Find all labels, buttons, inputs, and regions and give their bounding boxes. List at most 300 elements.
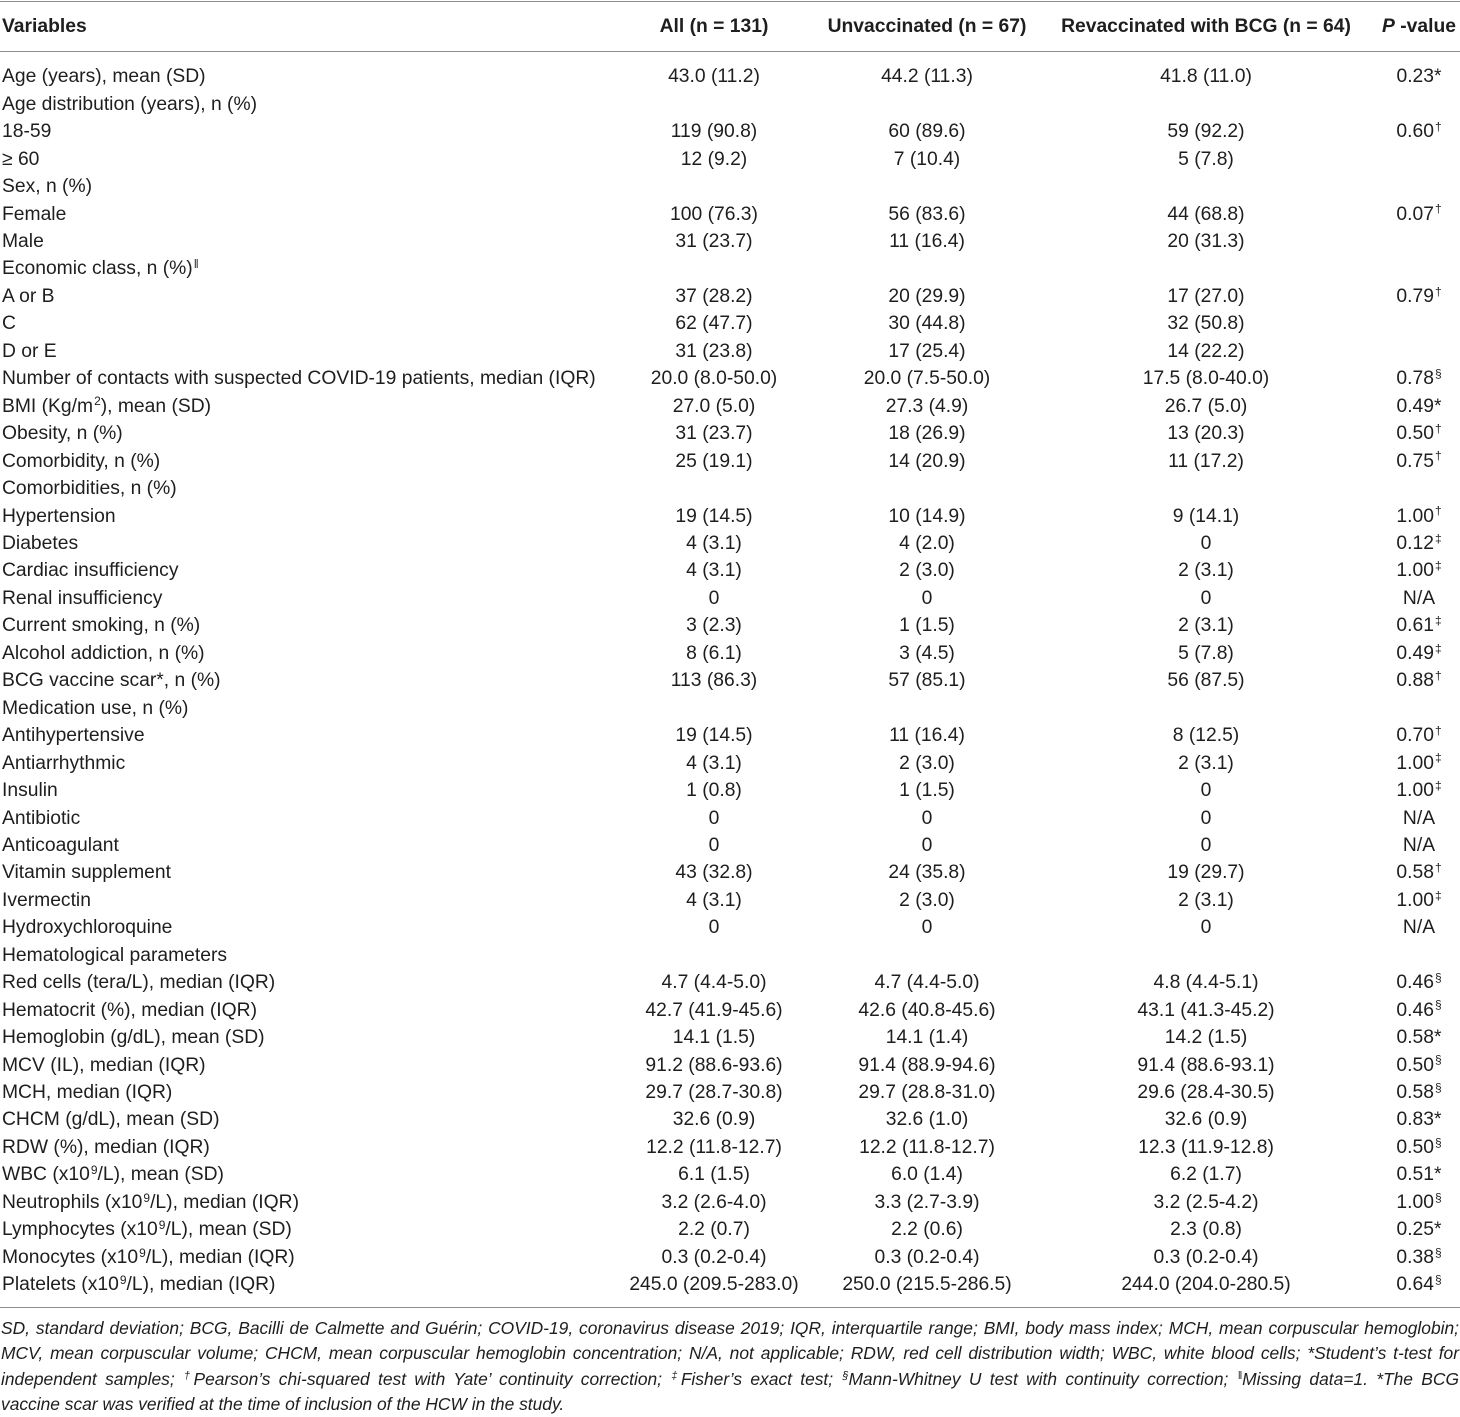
cell-unvaccinated: 14.1 (1.4) — [885, 1027, 969, 1049]
cell-p-value — [1378, 530, 1460, 559]
cell-unvaccinated: 250.0 (215.5-286.5) — [842, 1274, 1012, 1296]
cell-all: 20.0 (8.0-50.0) — [650, 368, 778, 390]
cell-unvaccinated: 42.6 (40.8-45.6) — [858, 999, 996, 1021]
p-value-text: 1.00 — [1396, 752, 1434, 774]
p-value-text: 0.83 — [1396, 1109, 1434, 1131]
row-label: Hematological parameters — [2, 944, 228, 966]
p-value-text: 0.88 — [1396, 670, 1434, 692]
cell-all: 4 (3.1) — [686, 752, 742, 774]
table-row — [0, 365, 1460, 392]
footnote-line — [1, 1341, 1459, 1366]
row-label-text: Economic class, n (%) — [2, 258, 193, 280]
row-label: Red cells (tera/L), median (IQR) — [2, 972, 276, 994]
row-label-text: /L), median (IQR) — [126, 1274, 276, 1296]
cell-all: 19 (14.5) — [675, 725, 753, 747]
row-label-text: Lymphocytes (x10 — [2, 1219, 158, 1241]
footnote-superscript: ‖ — [1237, 1369, 1243, 1382]
row-label-superscript: 9 — [158, 1218, 166, 1233]
cell-revaccinated: 0 — [1200, 917, 1212, 939]
row-label — [0, 393, 608, 422]
cell-unvaccinated: 3 (4.5) — [899, 642, 955, 664]
cell-revaccinated: 59 (92.2) — [1167, 121, 1245, 143]
p-value-test-mark: † — [1434, 119, 1442, 134]
p-value-test-mark: § — [1434, 1053, 1442, 1068]
row-label — [0, 1271, 608, 1300]
table-row — [0, 1244, 1460, 1271]
row-label: Hypertension — [2, 505, 116, 527]
table-row — [0, 118, 1460, 145]
cell-revaccinated: 5 (7.8) — [1178, 642, 1234, 664]
footnote-text: MCV, mean corpuscular volume; CHCM, mean corpuscular hemoglobin concentration; N/A, not applicable; RDW, red cell distribution width; WBC, white blood cells; *Student’s t-test for — [1, 1343, 1459, 1364]
cell-p-value — [1378, 1134, 1460, 1163]
cell-p-value — [1378, 557, 1460, 586]
p-value-text: 1.00 — [1396, 889, 1434, 911]
p-value-text: 0.58 — [1396, 1082, 1434, 1104]
cell-revaccinated: 4.8 (4.4-5.1) — [1153, 972, 1259, 994]
row-label: C — [2, 313, 16, 335]
row-label: D or E — [2, 340, 57, 362]
cell-unvaccinated: 7 (10.4) — [893, 148, 961, 170]
p-value-test-mark: † — [1434, 504, 1442, 519]
header-unvaccinated: Unvaccinated (n = 67) — [827, 16, 1027, 37]
footnote-line — [1, 1367, 1459, 1392]
cell-revaccinated: 2 (3.1) — [1178, 889, 1234, 911]
cell-revaccinated: 0 — [1200, 807, 1212, 829]
p-value-text: N/A — [1402, 917, 1436, 939]
p-value-test-mark: † — [1434, 449, 1442, 464]
row-label-text: Neutrophils (x10 — [2, 1191, 143, 1213]
p-value-text: 0.38 — [1396, 1246, 1434, 1268]
cell-all: 0.3 (0.2-0.4) — [661, 1246, 767, 1268]
row-label-superscript: 9 — [143, 1190, 151, 1205]
table-row — [0, 805, 1460, 832]
cell-p-value — [1378, 1079, 1460, 1108]
cell-unvaccinated: 11 (16.4) — [889, 725, 965, 747]
p-value-test-mark: * — [1434, 1164, 1442, 1186]
section-row — [0, 173, 1460, 200]
cell-all: 31 (23.8) — [675, 340, 753, 362]
p-value-text: N/A — [1402, 807, 1436, 829]
cell-revaccinated: 8 (12.5) — [1172, 725, 1240, 747]
row-label — [0, 1161, 608, 1190]
header-p-italic: P — [1382, 16, 1395, 37]
cell-unvaccinated: 91.4 (88.9-94.6) — [858, 1054, 996, 1076]
p-value-text: 0.61 — [1396, 615, 1434, 637]
row-label: Diabetes — [2, 532, 79, 554]
p-value-text: 1.00 — [1396, 780, 1434, 802]
cell-revaccinated: 12.3 (11.9-12.8) — [1138, 1136, 1274, 1158]
cell-unvaccinated: 24 (35.8) — [888, 862, 966, 884]
footnote-superscript: ‡ — [671, 1369, 681, 1382]
cell-p-value — [1378, 503, 1460, 532]
table-row — [0, 777, 1460, 804]
cell-all: 19 (14.5) — [675, 505, 753, 527]
header-variables: Variables — [2, 16, 87, 37]
cell-p-value — [1378, 640, 1460, 669]
row-label: Age (years), mean (SD) — [2, 66, 206, 88]
table-row — [0, 914, 1460, 941]
cell-all: 25 (19.1) — [675, 450, 753, 472]
cell-revaccinated: 41.8 (11.0) — [1160, 66, 1252, 88]
table-row — [0, 1134, 1460, 1161]
p-value-text: 0.60 — [1396, 121, 1434, 143]
cell-all: 4 (3.1) — [686, 532, 742, 554]
p-value-text: 0.07 — [1396, 203, 1434, 225]
p-value-text: 0.70 — [1396, 725, 1434, 747]
cell-revaccinated: 14 (22.2) — [1167, 340, 1245, 362]
cell-all: 245.0 (209.5-283.0) — [629, 1274, 799, 1296]
cell-unvaccinated: 3.3 (2.7-3.9) — [874, 1191, 980, 1213]
row-label: Antiarrhythmic — [2, 752, 126, 774]
cell-unvaccinated: 18 (26.9) — [888, 423, 966, 445]
cell-unvaccinated: 14 (20.9) — [888, 450, 966, 472]
table-row — [0, 1079, 1460, 1106]
p-value-test-mark: ‡ — [1434, 778, 1442, 793]
cell-unvaccinated: 12.2 (11.8-12.7) — [859, 1136, 995, 1158]
p-value-text: 0.50 — [1396, 1054, 1434, 1076]
header-p-value — [1378, 2, 1460, 51]
row-label: Vitamin supplement — [2, 862, 171, 884]
cell-p-value — [1378, 1216, 1460, 1245]
footnote-line — [1, 1392, 1459, 1417]
cell-revaccinated: 20 (31.3) — [1167, 230, 1245, 252]
table-header-row — [0, 2, 1460, 51]
p-value-text: 1.00 — [1396, 560, 1434, 582]
cell-p-value — [1378, 118, 1460, 147]
cell-unvaccinated: 0 — [921, 917, 933, 939]
table-row — [0, 1189, 1460, 1216]
cell-revaccinated: 14.2 (1.5) — [1164, 1027, 1248, 1049]
cell-p-value — [1378, 448, 1460, 477]
cell-all: 119 (90.8) — [670, 121, 758, 143]
row-label: MCH, median (IQR) — [2, 1082, 173, 1104]
cell-p-value — [1378, 914, 1460, 941]
header-p-text: -value — [1394, 16, 1456, 37]
cell-all: 32.6 (0.9) — [672, 1109, 756, 1131]
cell-p-value — [1378, 146, 1460, 173]
cell-unvaccinated: 0 — [921, 807, 933, 829]
cell-unvaccinated: 60 (89.6) — [888, 121, 966, 143]
row-label — [0, 1216, 608, 1245]
cell-p-value — [1378, 1106, 1460, 1133]
cell-p-value — [1378, 722, 1460, 751]
p-value-test-mark: * — [1434, 1109, 1442, 1131]
cell-unvaccinated: 0 — [921, 834, 933, 856]
cell-p-value — [1378, 63, 1460, 90]
p-value-text: 0.75 — [1396, 450, 1434, 472]
table-row — [0, 997, 1460, 1024]
cell-revaccinated: 13 (20.3) — [1167, 423, 1245, 445]
table-row — [0, 228, 1460, 255]
row-label: Anticoagulant — [2, 834, 119, 856]
p-value-text: 0.49 — [1396, 642, 1434, 664]
row-label: 18-59 — [2, 121, 52, 143]
cell-all: 3 (2.3) — [686, 615, 742, 637]
cell-revaccinated: 43.1 (41.3-45.2) — [1137, 999, 1275, 1021]
p-value-test-mark: * — [1434, 66, 1442, 88]
cell-unvaccinated: 1 (1.5) — [899, 780, 955, 802]
row-label: Alcohol addiction, n (%) — [2, 642, 205, 664]
p-value-test-mark: ‡ — [1434, 751, 1442, 766]
cell-all: 0 — [708, 834, 720, 856]
table-row — [0, 832, 1460, 859]
cell-unvaccinated: 2 (3.0) — [899, 752, 955, 774]
cell-all: 91.2 (88.6-93.6) — [645, 1054, 783, 1076]
cell-unvaccinated: 11 (16.4) — [889, 230, 965, 252]
cell-p-value — [1378, 420, 1460, 449]
cell-unvaccinated: 1 (1.5) — [899, 615, 955, 637]
row-label: BCG vaccine scar*, n (%) — [2, 670, 221, 692]
cell-revaccinated: 26.7 (5.0) — [1164, 395, 1248, 417]
row-label-text: Platelets (x10 — [2, 1274, 119, 1296]
row-label: Obesity, n (%) — [2, 423, 123, 445]
row-label: Antihypertensive — [2, 725, 145, 747]
row-label: Comorbidities, n (%) — [2, 478, 177, 500]
table-row — [0, 722, 1460, 749]
cell-revaccinated: 0 — [1200, 532, 1212, 554]
section-row — [0, 475, 1460, 502]
cell-revaccinated: 6.2 (1.7) — [1170, 1164, 1242, 1186]
row-label — [0, 1189, 608, 1218]
table-row — [0, 859, 1460, 886]
footnote-text: vaccine scar was verified at the time of inclusion of the HCW in the study. — [1, 1393, 565, 1414]
footnote-superscript: § — [842, 1369, 849, 1382]
cell-revaccinated: 0.3 (0.2-0.4) — [1153, 1246, 1259, 1268]
cell-unvaccinated: 10 (14.9) — [888, 505, 966, 527]
cell-unvaccinated: 30 (44.8) — [888, 313, 966, 335]
table-row — [0, 557, 1460, 584]
cell-p-value — [1378, 393, 1460, 422]
cell-revaccinated: 32 (50.8) — [1167, 313, 1245, 335]
row-label — [0, 255, 608, 284]
cell-all: 43 (32.8) — [675, 862, 753, 884]
p-value-test-mark: § — [1434, 367, 1442, 382]
cell-all: 12.2 (11.8-12.7) — [646, 1136, 782, 1158]
table-row — [0, 750, 1460, 777]
row-label: A or B — [2, 285, 55, 307]
p-value-text: 0.46 — [1396, 972, 1434, 994]
cell-revaccinated: 2 (3.1) — [1178, 615, 1234, 637]
p-value-text: 0.58 — [1396, 862, 1434, 884]
row-label: Male — [2, 230, 44, 252]
p-value-text: 0.78 — [1396, 368, 1434, 390]
p-value-text: 0.49 — [1396, 395, 1434, 417]
cell-p-value — [1378, 805, 1460, 832]
p-value-test-mark: ‡ — [1434, 531, 1442, 546]
row-label: Insulin — [2, 780, 58, 802]
row-label — [0, 1244, 608, 1273]
p-value-test-mark: * — [1434, 1027, 1442, 1049]
section-row — [0, 91, 1460, 118]
row-label: MCV (IL), median (IQR) — [2, 1054, 206, 1076]
row-label: ≥ 60 — [2, 148, 40, 170]
cell-revaccinated: 17.5 (8.0-40.0) — [1142, 368, 1270, 390]
cell-all: 37 (28.2) — [675, 285, 753, 307]
table-row — [0, 1052, 1460, 1079]
table-footnote — [1, 1316, 1459, 1417]
table-body — [0, 63, 1460, 1298]
p-value-test-mark: † — [1434, 723, 1442, 738]
cell-p-value — [1378, 832, 1460, 859]
row-label-superscript: 9 — [139, 1245, 146, 1260]
table-row — [0, 146, 1460, 173]
cell-p-value — [1378, 997, 1460, 1026]
cell-all: 0 — [708, 807, 720, 829]
cell-unvaccinated: 2.2 (0.6) — [891, 1219, 963, 1241]
cell-revaccinated: 0 — [1200, 780, 1212, 802]
row-label-superscript: ‖ — [193, 257, 199, 272]
p-value-test-mark: ‡ — [1434, 559, 1442, 574]
table-row — [0, 503, 1460, 530]
p-value-test-mark: § — [1434, 1080, 1442, 1095]
p-value-text: 0.12 — [1396, 532, 1434, 554]
cell-unvaccinated: 44.2 (11.3) — [881, 66, 973, 88]
table-row — [0, 420, 1460, 447]
cell-revaccinated: 11 (17.2) — [1168, 450, 1244, 472]
table-row — [0, 393, 1460, 420]
cell-unvaccinated: 57 (85.1) — [888, 670, 966, 692]
cell-all: 8 (6.1) — [686, 642, 742, 664]
cell-all: 42.7 (41.9-45.6) — [645, 999, 783, 1021]
cell-all: 12 (9.2) — [680, 148, 748, 170]
row-label: Cardiac insufficiency — [2, 560, 179, 582]
p-value-test-mark: † — [1434, 202, 1442, 217]
table-row — [0, 667, 1460, 694]
row-label: Hematocrit (%), median (IQR) — [2, 999, 257, 1021]
cell-revaccinated: 91.4 (88.6-93.1) — [1137, 1054, 1275, 1076]
cell-p-value — [1378, 612, 1460, 641]
row-label: Age distribution (years), n (%) — [2, 93, 258, 115]
section-row — [0, 942, 1460, 969]
cell-revaccinated: 0 — [1200, 834, 1212, 856]
cell-revaccinated: 32.6 (0.9) — [1164, 1109, 1248, 1131]
section-row — [0, 695, 1460, 722]
p-value-text: 1.00 — [1396, 1191, 1434, 1213]
cell-unvaccinated: 0.3 (0.2-0.4) — [874, 1246, 980, 1268]
cell-revaccinated: 17 (27.0) — [1167, 285, 1245, 307]
footnote-text: SD, standard deviation; BCG, Bacilli de Calmette and Guérin; COVID-19, coronavirus disease 2019; IQR, interquartile range; BMI, body mass index; MCH, mean corpuscular hemoglobin; — [1, 1318, 1459, 1338]
row-label: RDW (%), median (IQR) — [2, 1136, 210, 1158]
p-value-test-mark: § — [1434, 1272, 1442, 1287]
table-row — [0, 969, 1460, 996]
cell-unvaccinated: 0 — [921, 587, 933, 609]
cell-unvaccinated: 27.3 (4.9) — [885, 395, 969, 417]
cell-revaccinated: 29.6 (28.4-30.5) — [1137, 1082, 1275, 1104]
header-all: All (n = 131) — [659, 16, 769, 37]
p-value-test-mark: § — [1434, 1190, 1442, 1205]
cell-revaccinated: 3.2 (2.5-4.2) — [1153, 1191, 1259, 1213]
footnote-text: Mann-Whitney U test with continuity correction; — [848, 1368, 1237, 1389]
cell-p-value — [1378, 887, 1460, 916]
cell-unvaccinated: 20.0 (7.5-50.0) — [863, 368, 991, 390]
p-value-text: 0.79 — [1396, 285, 1434, 307]
row-label-superscript: 2 — [94, 394, 101, 409]
p-value-test-mark: § — [1434, 1135, 1442, 1150]
table-row — [0, 887, 1460, 914]
cell-all: 4 (3.1) — [686, 889, 742, 911]
cell-p-value — [1378, 585, 1460, 612]
table-row — [0, 612, 1460, 639]
row-label: Female — [2, 203, 67, 225]
cell-all: 2.2 (0.7) — [678, 1219, 750, 1241]
cell-p-value — [1378, 1024, 1460, 1051]
p-value-text: 0.50 — [1396, 1136, 1434, 1158]
table-row — [0, 640, 1460, 667]
table-row — [0, 1161, 1460, 1188]
cell-all: 31 (23.7) — [675, 230, 753, 252]
p-value-text: 0.23 — [1396, 66, 1434, 88]
cell-unvaccinated: 20 (29.9) — [888, 285, 966, 307]
table-row — [0, 1024, 1460, 1051]
row-label: Ivermectin — [2, 889, 91, 911]
row-label-text: /L), mean (SD) — [97, 1164, 224, 1186]
row-label: Antibiotic — [2, 807, 81, 829]
row-label-text: WBC (x10 — [2, 1164, 90, 1186]
p-value-text: 0.58 — [1396, 1027, 1434, 1049]
footnote-line — [1, 1316, 1459, 1341]
section-row — [0, 255, 1460, 282]
cell-unvaccinated: 32.6 (1.0) — [885, 1109, 969, 1131]
p-value-test-mark: § — [1434, 1245, 1442, 1260]
row-label: CHCM (g/dL), mean (SD) — [2, 1109, 220, 1131]
cell-all: 29.7 (28.7-30.8) — [645, 1082, 783, 1104]
p-value-text: 0.51 — [1396, 1164, 1434, 1186]
row-label: Hemoglobin (g/dL), mean (SD) — [2, 1027, 265, 1049]
row-label-superscript: 9 — [90, 1163, 98, 1178]
p-value-test-mark: ‡ — [1434, 614, 1442, 629]
cell-all: 4 (3.1) — [686, 560, 742, 582]
cell-revaccinated: 56 (87.5) — [1167, 670, 1245, 692]
bottom-rule — [0, 1307, 1460, 1308]
p-value-text: N/A — [1402, 587, 1436, 609]
cell-p-value — [1378, 1052, 1460, 1081]
cell-p-value — [1378, 1189, 1460, 1218]
cell-p-value — [1378, 1271, 1460, 1300]
p-value-test-mark: † — [1434, 421, 1442, 436]
row-label: Current smoking, n (%) — [2, 615, 201, 637]
cell-all: 113 (86.3) — [670, 670, 758, 692]
header-revaccinated: Revaccinated with BCG (n = 64) — [1061, 16, 1351, 37]
table-row — [0, 1271, 1460, 1298]
cell-unvaccinated: 17 (25.4) — [888, 340, 966, 362]
cell-revaccinated: 2 (3.1) — [1178, 752, 1234, 774]
table-row — [0, 338, 1460, 365]
cell-revaccinated: 44 (68.8) — [1167, 203, 1245, 225]
p-value-test-mark: § — [1434, 998, 1442, 1013]
row-label: Comorbidity, n (%) — [2, 450, 161, 472]
cell-unvaccinated: 6.0 (1.4) — [891, 1164, 963, 1186]
cell-all: 14.1 (1.5) — [672, 1027, 756, 1049]
row-label-text: Monocytes (x10 — [2, 1246, 139, 1268]
p-value-test-mark: † — [1434, 669, 1442, 684]
row-label: Sex, n (%) — [2, 176, 93, 198]
cell-p-value — [1378, 777, 1460, 806]
cell-p-value — [1378, 667, 1460, 696]
cell-p-value — [1378, 969, 1460, 998]
table-row — [0, 201, 1460, 228]
cell-unvaccinated: 4.7 (4.4-5.0) — [874, 972, 980, 994]
table-row — [0, 63, 1460, 90]
p-value-test-mark: † — [1434, 284, 1442, 299]
cell-p-value — [1378, 1244, 1460, 1273]
p-value-test-mark: * — [1434, 1219, 1442, 1241]
row-label: Renal insufficiency — [2, 587, 163, 609]
p-value-text: 0.25 — [1396, 1219, 1434, 1241]
row-label-text: /L), mean (SD) — [165, 1219, 292, 1241]
table-row — [0, 448, 1460, 475]
p-value-text: 1.00 — [1396, 505, 1434, 527]
p-value-test-mark: † — [1434, 861, 1442, 876]
